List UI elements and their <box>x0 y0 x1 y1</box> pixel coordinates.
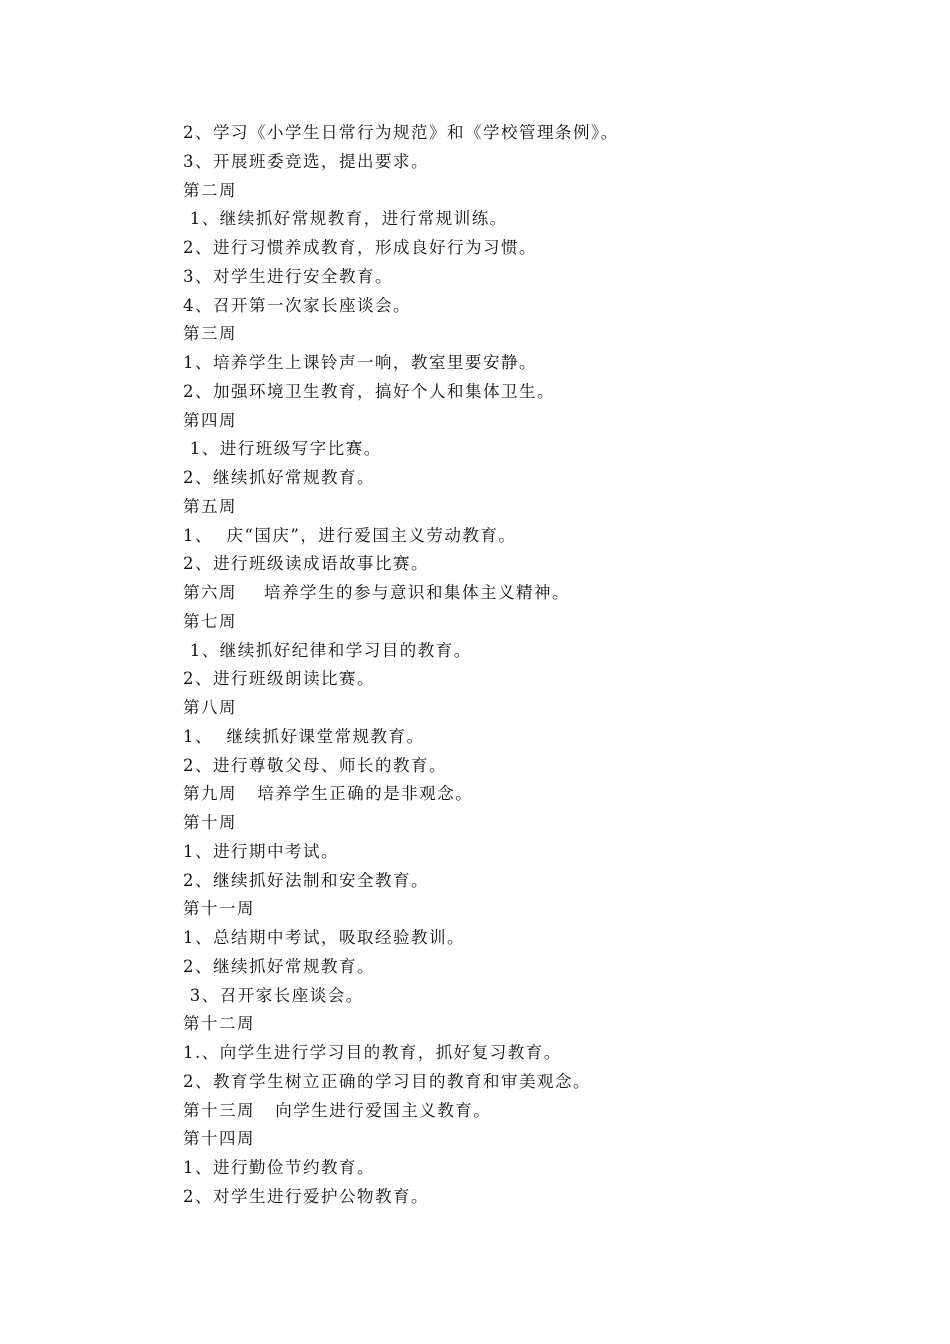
text-line: 1、进行班级写字比赛。 <box>183 439 382 459</box>
text-line: 2、进行班级朗读比赛。 <box>183 669 375 689</box>
text-line: 2、学习《小学生日常行为规范》和《学校管理条例》。 <box>183 123 619 142</box>
text-line: 2、继续抓好常规教育。 <box>183 468 375 487</box>
text-line: 1、 庆“国庆”，进行爱国主义劳动教育。 <box>183 525 517 545</box>
document-body <box>183 119 883 1212</box>
text-line: 第三周 <box>183 324 237 344</box>
text-line: 1、培养学生上课铃声一响，教室里要安静。 <box>183 353 537 372</box>
text-line: 2、进行习惯养成教育，形成良好行为习惯。 <box>183 238 537 257</box>
text-line: 2、教育学生树立正确的学习目的教育和审美观念。 <box>183 1071 591 1091</box>
text-line: 第四周 <box>183 410 237 430</box>
text-line: 第二周 <box>183 180 237 200</box>
text-line: 2、继续抓好常规教育。 <box>183 956 375 976</box>
text-line: 第十一周 <box>183 899 255 919</box>
text-line: 1、 继续抓好课堂常规教育。 <box>183 726 425 746</box>
text-line: 1、进行期中考试。 <box>183 841 339 861</box>
text-line: 3、召开家长座谈会。 <box>183 985 364 1005</box>
text-line: 1、继续抓好纪律和学习目的教育。 <box>183 640 472 660</box>
text-line: 2、对学生进行爱护公物教育。 <box>183 1186 429 1206</box>
text-line: 第六周 培养学生的参与意识和集体主义精神。 <box>183 583 570 602</box>
text-line: 第十周 <box>183 813 237 832</box>
text-line: 第八周 <box>183 698 237 717</box>
text-line: 第十二周 <box>183 1014 255 1034</box>
text-line: 3、开展班委竞选，提出要求。 <box>183 151 429 171</box>
text-line: 第七周 <box>183 611 237 631</box>
text-line: 第九周 培养学生正确的是非观念。 <box>183 784 474 804</box>
text-line: 1、继续抓好常规教育，进行常规训练。 <box>183 209 508 229</box>
text-line: 1、进行勤俭节约教育。 <box>183 1158 375 1177</box>
text-line: 2、进行尊敬父母、师长的教育。 <box>183 755 447 775</box>
text-line: 1、总结期中考试，吸取经验教训。 <box>183 928 465 947</box>
text-line: 第十三周 向学生进行爱国主义教育。 <box>183 1100 492 1120</box>
text-line: 第十四周 <box>183 1129 255 1149</box>
text-line: 4、召开第一次家长座谈会。 <box>183 295 411 315</box>
text-line: 第五周 <box>183 496 237 516</box>
text-line: 1.、向学生进行学习目的教育，抓好复习教育。 <box>183 1043 562 1062</box>
text-line: 2、进行班级读成语故事比赛。 <box>183 554 429 574</box>
text-line: 3、对学生进行安全教育。 <box>183 266 393 286</box>
text-line: 2、加强环境卫生教育，搞好个人和集体卫生。 <box>183 381 555 401</box>
text-line: 2、继续抓好法制和安全教育。 <box>183 870 429 890</box>
